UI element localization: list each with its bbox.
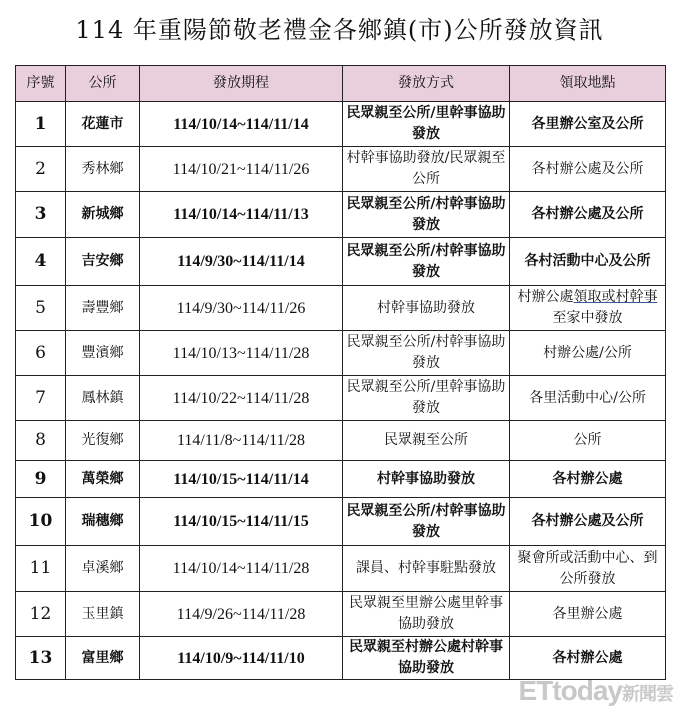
pickup-location: 各里辦公室及公所 [510, 102, 666, 147]
distribution-period: 114/10/9~114/11/10 [140, 637, 343, 680]
distribution-method: 民眾親至公所 [343, 421, 510, 461]
page-title: 114 年重陽節敬老禮金各鄉鎮(市)公所發放資訊 [75, 16, 604, 44]
row-number: 12 [16, 592, 66, 637]
pickup-location: 各村活動中心及公所 [510, 238, 666, 286]
table-row [16, 461, 666, 498]
pickup-location: 公所 [510, 421, 666, 461]
distribution-period: 114/10/14~114/11/13 [140, 192, 343, 238]
distribution-method: 民眾親至公所/村幹事協助發放 [343, 331, 510, 376]
office-name: 花蓮市 [66, 102, 140, 147]
distribution-method: 民眾親至公所/村幹事協助發放 [343, 498, 510, 546]
office-name: 光復鄉 [66, 421, 140, 461]
row-number: 6 [16, 331, 66, 376]
row-number: 1 [16, 102, 66, 147]
distribution-period: 114/9/26~114/11/28 [140, 592, 343, 637]
table-row [16, 147, 666, 192]
pickup-location-part: 村辦公處 [517, 289, 574, 305]
pickup-location [510, 286, 666, 331]
header-office: 公所 [66, 66, 140, 102]
distribution-method: 課員、村幹事駐點發放 [343, 546, 510, 592]
row-number: 7 [16, 376, 66, 421]
office-name: 鳳林鎮 [66, 376, 140, 421]
distribution-period: 114/10/15~114/11/14 [140, 461, 343, 498]
pickup-location: 各村辦公處 [510, 461, 666, 498]
distribution-method: 民眾親至公所/里幹事協助發放 [343, 102, 510, 147]
office-name: 秀林鄉 [66, 147, 140, 192]
table-row [16, 592, 666, 637]
row-number: 5 [16, 286, 66, 331]
table-row [16, 102, 666, 147]
table-row [16, 192, 666, 238]
distribution-period: 114/9/30~114/11/14 [140, 238, 343, 286]
pickup-location-part: 領取或村幹事 [573, 289, 658, 305]
distribution-period: 114/11/8~114/11/28 [140, 421, 343, 461]
row-number: 10 [16, 498, 66, 546]
row-number: 8 [16, 421, 66, 461]
ettoday-watermark [519, 675, 673, 707]
table-row [16, 498, 666, 546]
pickup-location: 村辦公處/公所 [510, 331, 666, 376]
office-name: 萬榮鄉 [66, 461, 140, 498]
office-name: 吉安鄉 [66, 238, 140, 286]
row-number: 4 [16, 238, 66, 286]
distribution-table [15, 65, 666, 680]
office-name: 新城鄉 [66, 192, 140, 238]
distribution-method: 民眾親至公所/里幹事協助發放 [343, 376, 510, 421]
row-number: 2 [16, 147, 66, 192]
office-name: 壽豐鄉 [66, 286, 140, 331]
distribution-method: 村幹事協助發放/民眾親至公所 [343, 147, 510, 192]
distribution-method: 村幹事協助發放 [343, 286, 510, 331]
distribution-period: 114/10/13~114/11/28 [140, 331, 343, 376]
distribution-method: 民眾親至村辦公處村幹事協助發放 [343, 637, 510, 680]
office-name: 豐濱鄉 [66, 331, 140, 376]
header-method: 發放方式 [343, 66, 510, 102]
distribution-period: 114/10/14~114/11/28 [140, 546, 343, 592]
pickup-location: 各村辦公處及公所 [510, 498, 666, 546]
pickup-location-part: 至家中發放 [552, 310, 623, 326]
pickup-location: 聚會所或活動中心、到公所發放 [510, 546, 666, 592]
distribution-method: 民眾親至公所/村幹事協助發放 [343, 192, 510, 238]
office-name: 富里鄉 [66, 637, 140, 680]
table-row [16, 376, 666, 421]
distribution-period: 114/10/14~114/11/14 [140, 102, 343, 147]
distribution-method: 村幹事協助發放 [343, 461, 510, 498]
table-row [16, 421, 666, 461]
table-row [16, 637, 666, 680]
office-name: 卓溪鄉 [66, 546, 140, 592]
row-number: 3 [16, 192, 66, 238]
distribution-period: 114/9/30~114/11/26 [140, 286, 343, 331]
table-header-row [16, 66, 666, 102]
distribution-period: 114/10/21~114/11/26 [140, 147, 343, 192]
row-number: 9 [16, 461, 66, 498]
distribution-period: 114/10/15~114/11/15 [140, 498, 343, 546]
office-name: 玉里鎮 [66, 592, 140, 637]
office-name: 瑞穗鄉 [66, 498, 140, 546]
table-row [16, 238, 666, 286]
pickup-location: 各村辦公處 [510, 637, 666, 680]
pickup-location: 各里活動中心/公所 [510, 376, 666, 421]
watermark-suffix: 新聞雲 [622, 684, 673, 704]
distribution-period: 114/10/22~114/11/28 [140, 376, 343, 421]
table-row [16, 286, 666, 331]
header-period: 發放期程 [140, 66, 343, 102]
distribution-method: 民眾親至公所/村幹事協助發放 [343, 238, 510, 286]
distribution-method: 民眾親至里辦公處里幹事協助發放 [343, 592, 510, 637]
pickup-location: 各村辦公處及公所 [510, 147, 666, 192]
table-row [16, 331, 666, 376]
table-row [16, 546, 666, 592]
header-no: 序號 [16, 66, 66, 102]
pickup-location: 各里辦公處 [510, 592, 666, 637]
header-place: 領取地點 [510, 66, 666, 102]
watermark-brand: ETtoday [518, 675, 622, 706]
row-number: 11 [16, 546, 66, 592]
row-number: 13 [16, 637, 66, 680]
pickup-location: 各村辦公處及公所 [510, 192, 666, 238]
